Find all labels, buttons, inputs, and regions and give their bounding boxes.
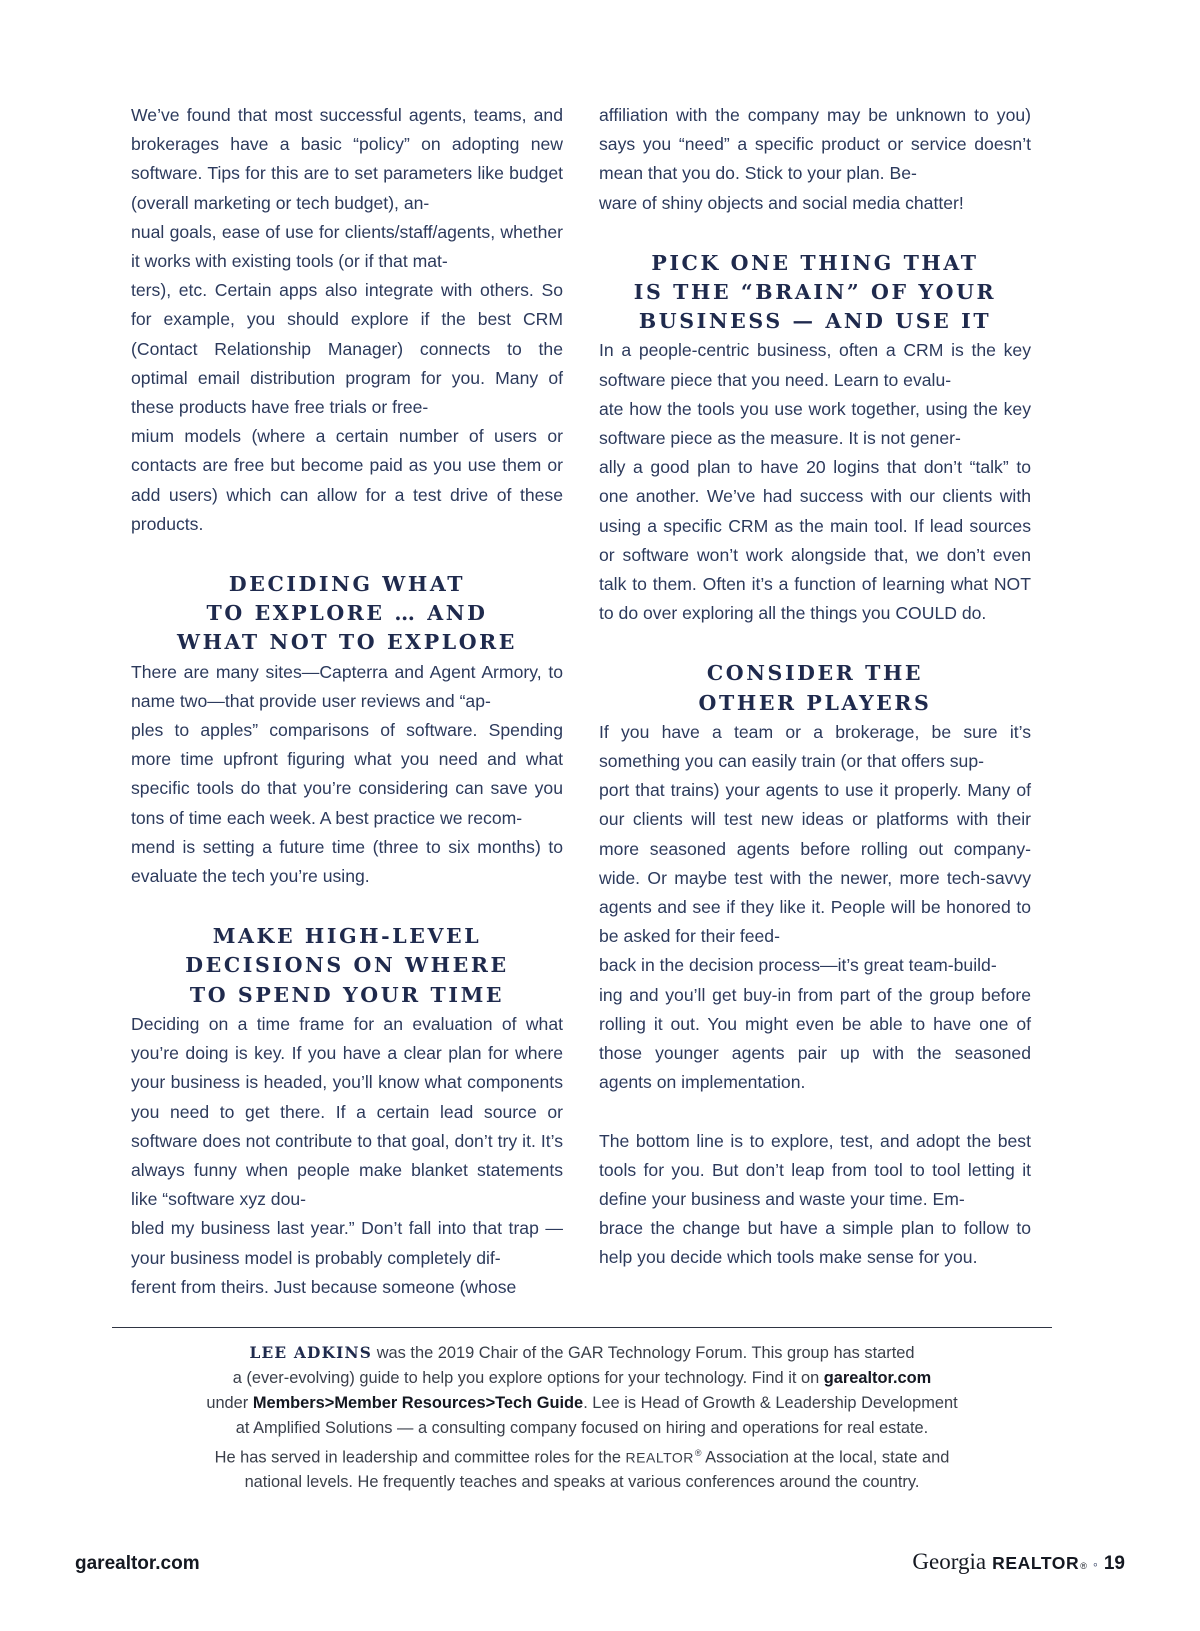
text-line: whether it works with existing tools (or if that mat- — [131, 221, 563, 272]
author-name: LEE ADKINS — [249, 1344, 373, 1362]
text-line: So for example, you should explore if the best — [131, 280, 563, 330]
text-line: —your business model is probably completely dif- — [131, 1218, 563, 1268]
text-line: goal, don’t try it. It’s always funny when people — [131, 1130, 564, 1180]
text-line: make blanket statements like “software xyz dou- — [131, 1159, 564, 1210]
text-line: it define your business and waste your time. Em- — [599, 1159, 1031, 1209]
text-line: you) says you “need” a specific product or service — [599, 105, 1031, 155]
text-line: affiliation with the company may be unknown to — [599, 105, 989, 125]
bio-line-3-post: . Lee is Head of Growth & Leadership Development — [583, 1394, 958, 1412]
text-line: you’re doing is key. If you have a clear plan for — [131, 1043, 509, 1064]
bio-line-2 — [112, 1366, 1052, 1391]
heading-line: BUSINESS — AND USE IT — [638, 309, 992, 334]
section-heading-deciding-what-to-explore — [131, 570, 563, 658]
text-line: The bottom line is to explore, test, and adopt the best — [599, 1130, 1031, 1151]
text-line: mium models (where a certain number of users or — [131, 426, 563, 447]
text-line: components you need to get there. If a certain lead — [131, 1072, 563, 1122]
text-line: to evaluate the tech you’re using. — [131, 836, 564, 887]
section-paragraph-high-level-decisions — [131, 1010, 563, 1302]
section-paragraph-brain-of-business — [599, 336, 1031, 628]
page-number: 19 — [1103, 1553, 1125, 1574]
text-line: doesn’t mean that you do. Stick to your plan. Be- — [599, 134, 1031, 184]
text-line: to one another. We’ve had success with our clients — [599, 457, 1031, 507]
heading-line: CONSIDER THE — [706, 661, 924, 686]
bio-line-5-post: Association at the local, state and — [701, 1448, 950, 1467]
section-paragraph-other-players — [599, 718, 1031, 1098]
heading-line: DECISIONS ON WHERE — [185, 953, 509, 978]
bio-line-1 — [112, 1341, 1052, 1366]
text-line: sources or software won’t work alongside that, we — [599, 515, 1031, 565]
section-heading-other-players — [599, 659, 1031, 717]
text-line: have one of those younger agents pair up with the — [599, 1013, 1031, 1064]
text-line: source or software does not contribute to that — [131, 1101, 563, 1151]
text-line: don’t even talk to them. Often it’s a function of — [599, 544, 1031, 595]
text-line: In a people-centric business, often a CRM is the — [599, 340, 996, 361]
bio-registered-mark: ® — [694, 1448, 702, 1458]
section-heading-high-level-decisions — [131, 922, 563, 1010]
text-line: with using a specific CRM as the main tool. If lead — [599, 486, 1032, 536]
bio-line-4: at Amplified Solutions — a consulting company focused on hiring and operations for real estate. — [235, 1419, 929, 1437]
text-line: ing and you’ll get buy-in from part of the group — [599, 984, 975, 1005]
footer-publication — [912, 1549, 1125, 1575]
text-line: key software piece as the measure. It is not gener- — [599, 398, 1031, 449]
text-line: before rolling it out. You might even be able to — [599, 984, 1031, 1034]
bio-line-2-text: a (ever-evolving) guide to help you explore options for your technology. Find it on — [232, 1369, 824, 1387]
text-line: something you can easily train (or that offers sup- — [599, 751, 984, 772]
publication-name-realtor: REALTOR — [992, 1553, 1080, 1573]
heading-line: PICK ONE THING THAT — [651, 250, 979, 275]
bio-line-6: national levels. He frequently teaches and speaks at various conferences around the country. — [244, 1473, 920, 1492]
footer-website[interactable]: garealtor.com — [75, 1553, 200, 1574]
right-column — [599, 101, 1031, 1302]
text-line: Many of these products have free trials or free- — [131, 367, 563, 418]
heading-line: MAKE HIGH-LEVEL — [212, 924, 482, 949]
text-line: new software. Tips for this are to set parameters — [131, 134, 563, 184]
text-line: and brokerages have a basic “policy” on adopting — [131, 105, 563, 155]
heading-line: TO EXPLORE … AND — [206, 601, 488, 626]
text-line: bled my business last year.” Don’t fall into that trap — [131, 1218, 539, 1239]
text-line: contacts are free but become paid as you use — [131, 455, 497, 476]
text-line: We’ve found that most successful agents, teams, — [131, 105, 527, 125]
text-line: port that trains) your agents to use it properly. — [599, 780, 962, 801]
text-line: like budget (overall marketing or tech budget), an- — [131, 163, 563, 213]
footer-separator: ◦ — [1092, 1556, 1098, 1572]
continued-paragraph — [599, 101, 1031, 218]
bio-line-5 — [112, 1441, 1052, 1470]
text-line: CRM (Contact Relationship Manager) connects to — [131, 309, 564, 359]
text-line: back in the decision process—it’s great team-build- — [599, 955, 997, 976]
text-line: There are many sites—Capterra and Agent Armory, — [131, 661, 542, 682]
text-line: People will be honored to be asked for their feed- — [599, 897, 1031, 947]
heading-line: OTHER PLAYERS — [698, 690, 932, 715]
text-line: things you COULD do. — [810, 603, 987, 624]
text-line: key software piece that you need. Learn to evalu- — [599, 340, 1031, 390]
text-line: to help you decide which tools make sense for you. — [599, 1218, 1031, 1268]
text-line: company-wide. Or maybe test with the newer, — [599, 838, 1032, 888]
text-line: ate how the tools you use work together, using the — [599, 398, 998, 419]
text-line: ware of shiny objects and social media chatter! — [599, 192, 964, 213]
text-line: If you have a team or a brokerage, be sure it’s — [599, 721, 1031, 742]
text-line: learning what NOT to do over exploring all the — [599, 574, 1031, 624]
closing-paragraph — [599, 1127, 1031, 1273]
left-column — [131, 101, 563, 1302]
text-line: of these products. — [131, 484, 564, 534]
text-line: specific tools do that you’re considering can save you — [131, 778, 563, 799]
text-line: them or add users) which can allow for a test drive — [131, 455, 564, 505]
text-line: to name two—that provide user reviews and “ap- — [131, 661, 563, 711]
section-heading-brain-of-business — [599, 249, 1031, 337]
text-line: ples to apples” comparisons of software. Spending — [131, 720, 563, 741]
garealtor-link[interactable]: garealtor.com — [823, 1369, 932, 1387]
heading-line: DECIDING WHAT — [228, 572, 466, 597]
bio-realtor-word: REALTOR — [625, 1449, 694, 1466]
intro-paragraph — [131, 101, 563, 539]
text-line: ferent from theirs. Just because someone (whose — [131, 1276, 517, 1297]
publication-name-georgia: Georgia — [912, 1549, 987, 1574]
text-line: Many of our clients will test new ideas or platforms — [599, 780, 1031, 830]
text-line: brace the change but have a simple plan to follow — [599, 1218, 1009, 1239]
text-line: tools for you. But don’t leap from tool to tool letting — [599, 1159, 1015, 1180]
tech-guide-path[interactable]: Members>Member Resources>Tech Guide — [252, 1394, 584, 1412]
article-body — [131, 101, 1031, 1302]
text-line: Deciding on a time frame for an evaluation of what — [131, 1013, 563, 1034]
heading-line: WHAT NOT TO EXPLORE — [176, 630, 518, 655]
bio-line-3 — [112, 1391, 1052, 1416]
text-line: where your business is headed, you’ll know what — [131, 1043, 563, 1093]
text-line: seasoned agents on implementation. — [599, 1043, 1031, 1093]
bio-divider — [112, 1327, 1052, 1328]
bio-line-1-text: was the 2019 Chair of the GAR Technology Forum. This group has started — [372, 1344, 915, 1362]
text-line: mend is setting a future time (three to six months) — [131, 836, 541, 857]
bio-line-5-pre: He has served in leadership and committee roles for the — [214, 1448, 626, 1467]
text-line: more time upfront figuring what you need and what — [131, 749, 563, 770]
bio-line-3-pre: under — [206, 1394, 253, 1412]
text-line: tons of time each week. A best practice we recom- — [131, 807, 523, 828]
text-line: ters), etc. Certain apps also integrate with others. — [131, 280, 534, 301]
author-bio — [112, 1341, 1052, 1495]
text-line: more tech-savvy agents and see if they like it. — [599, 867, 1031, 918]
text-line: the optimal email distribution program for you. — [131, 338, 563, 388]
footer-registered-mark: ® — [1080, 1561, 1087, 1571]
text-line: ally a good plan to have 20 logins that don’t “talk” — [599, 457, 1009, 478]
text-line: with their more seasoned agents before rolling out — [599, 809, 1031, 859]
heading-line: IS THE “BRAIN” OF YOUR — [633, 280, 997, 305]
section-paragraph-deciding-what-to-explore — [131, 658, 563, 892]
text-line: nual goals, ease of use for clients/staff/agents, — [131, 221, 496, 242]
heading-line: TO SPEND YOUR TIME — [189, 982, 505, 1007]
